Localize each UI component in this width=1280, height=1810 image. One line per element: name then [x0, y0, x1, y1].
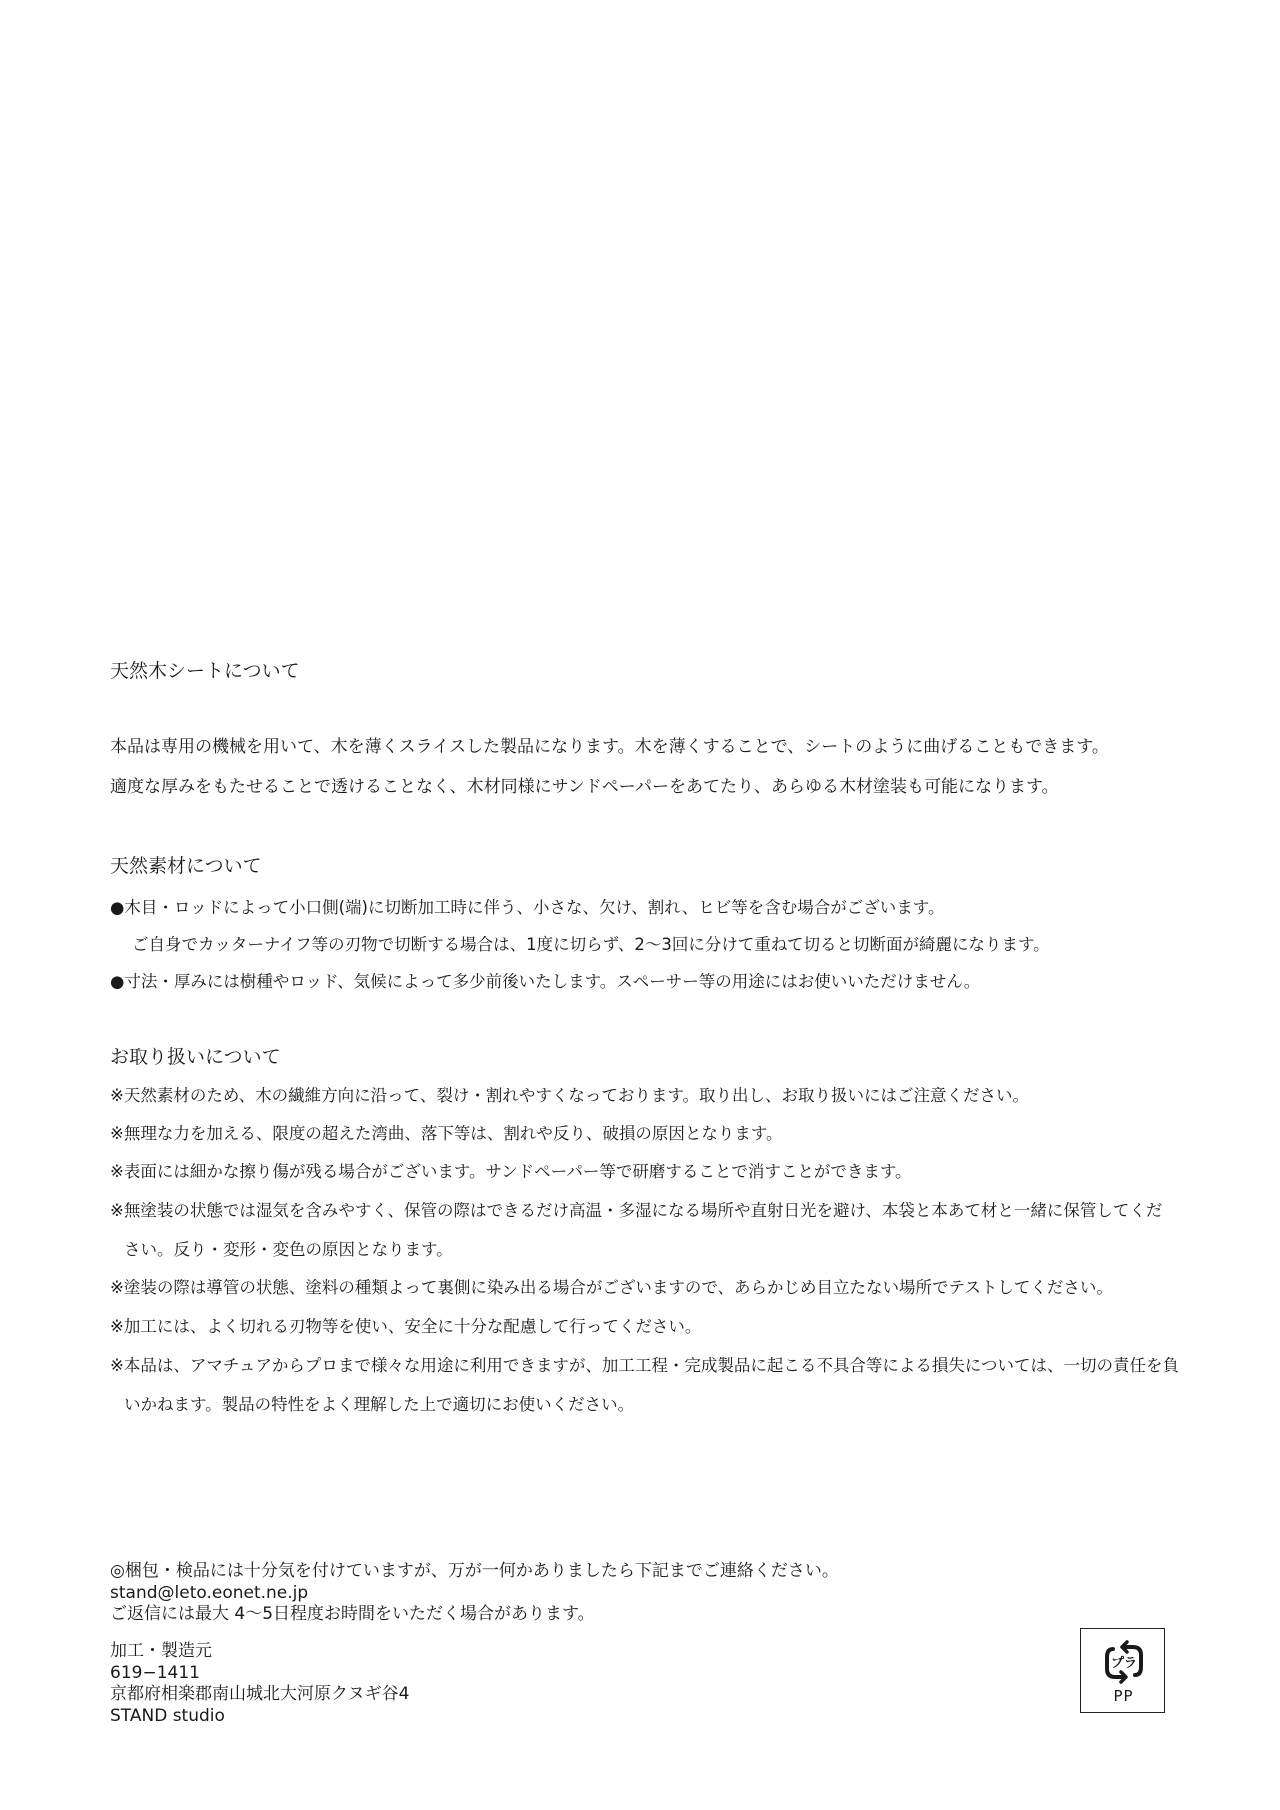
handling-section-line: ※無理な力を加える、限度の超えた湾曲、落下等は、割れや反り、破損の原因となります。 — [110, 1124, 783, 1143]
handling-section-title: お取り扱いについて — [110, 1046, 281, 1068]
material-section-line: ●木目・ロッドによって小口側(端)に切断加工時に伴う、小さな、欠け、割れ、ヒビ等を含む場合がございます。 — [110, 898, 945, 917]
recycle-symbol-text: プラ — [1110, 1656, 1138, 1671]
contact-reply-note: ご返信には最大 4〜5日程度お時間をいただく場合があります。 — [110, 1604, 595, 1624]
sheet-section-line: 本品は専用の機械を用いて、木を薄くスライスした製品になります。木を薄くすることで、シートのように曲げることもできます。 — [110, 737, 1109, 757]
handling-section-line: ※表面には細かな擦り傷が残る場合がございます。サンドペーパー等で研磨することで消すことができます。 — [110, 1162, 912, 1181]
handling-section-line: ※塗装の際は導管の状態、塗料の種類よって裏側に染み出る場合がございますので、あらかじめ目立たない場所でテストしてください。 — [110, 1278, 1113, 1297]
manufacturer-name: STAND studio — [110, 1706, 225, 1726]
handling-section-line: いかねます。製品の特性をよく理解した上で適切にお使いください。 — [124, 1395, 635, 1414]
material-section-line: ご自身でカッターナイフ等の刃物で切断する場合は、1度に切らず、2〜3回に分けて重ねて切ると切断面が綺麗になります。 — [132, 935, 1050, 954]
handling-section-line: さい。反り・変形・変色の原因となります。 — [124, 1240, 453, 1259]
recycle-arrows-icon — [1099, 1637, 1149, 1687]
contact-notice: ◎梱包・検品には十分気を付けていますが、万が一何かありましたら下記までご連絡ください。 — [110, 1561, 839, 1581]
material-section-title: 天然素材について — [110, 855, 262, 877]
handling-section-line: ※天然素材のため、木の繊維方向に沿って、裂け・割れやすくなっております。取り出し、お取り扱いにはご注意ください。 — [110, 1086, 1030, 1105]
recycle-code: PP — [1113, 1687, 1134, 1705]
handling-section-line: ※本品は、アマチュアからプロまで様々な用途に利用できますが、加工工程・完成製品に起こる不具合等による損失については、一切の責任を負 — [110, 1356, 1180, 1375]
manufacturer-postal-code: 619−1411 — [110, 1663, 200, 1683]
plastic-recycle-mark — [1080, 1628, 1165, 1713]
contact-email[interactable]: stand@leto.eonet.ne.jp — [110, 1583, 309, 1603]
material-section-line: ●寸法・厚みには樹種やロッド、気候によって多少前後いたします。スペーサー等の用途にはお使いいただけません。 — [110, 972, 981, 991]
sheet-section-line: 適度な厚みをもたせることで透けることなく、木材同様にサンドペーパーをあてたり、あらゆる木材塗装も可能になります。 — [110, 777, 1059, 797]
sheet-section-title: 天然木シートについて — [110, 660, 300, 682]
handling-section-line: ※加工には、よく切れる刃物等を使い、安全に十分な配慮して行ってください。 — [110, 1317, 702, 1336]
manufacturer-label: 加工・製造元 — [110, 1641, 212, 1661]
handling-section-line: ※無塗装の状態では湿気を含みやすく、保管の際はできるだけ高温・多湿になる場所や直射日光を避け、本袋と本あて材と一緒に保管してくだ — [110, 1201, 1163, 1220]
manufacturer-address: 京都府相楽郡南山城北大河原クヌギ谷4 — [110, 1684, 410, 1704]
